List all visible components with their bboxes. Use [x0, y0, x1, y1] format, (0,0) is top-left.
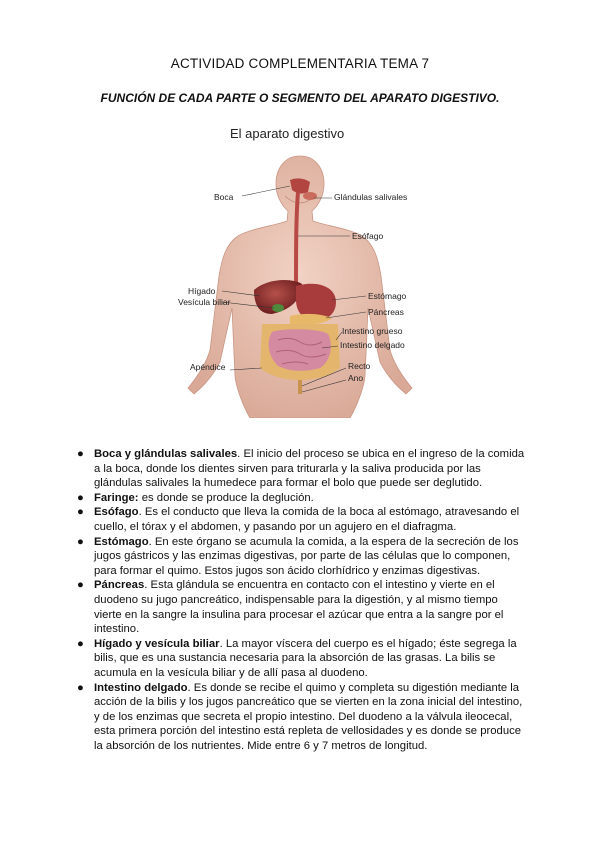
bullet-icon: ●: [77, 579, 84, 592]
item-term: Hígado y vesícula biliar: [94, 637, 220, 650]
list-item: [77, 535, 527, 579]
item-text: Esta glándula se encuentra en contacto con el intestino y vierte en el duodeno su jugo pancreático, indispensable para la digestión, y al mismo tiempo vierte en la sangre la insulina para procesar el azúcar que entra a la sangre por el intestino.: [94, 579, 504, 636]
label-recto: Recto: [348, 361, 371, 371]
organ-function-list: [77, 447, 527, 753]
label-intestino-grueso: Intestino grueso: [342, 326, 403, 336]
item-term-sep: .: [144, 579, 148, 592]
item-term: Intestino delgado: [94, 681, 188, 694]
label-ano: Ano: [348, 373, 364, 383]
small-intestine-organ: [269, 329, 331, 371]
item-text: Es el conducto que lleva la comida de la boca al estómago, atravesando el cuello, el tórax y el abdomen, y pasando por un agujero en el diafragma.: [94, 506, 520, 533]
digestive-system-figure: [150, 118, 450, 418]
item-text: La mayor víscera del cuerpo es el hígado; éste segrega la bilis, que es una sustancia necesaria para la absorción de las grasas. La bilis se acumula en la vesícula biliar y de allí pasa al duodeno.: [94, 637, 517, 679]
item-term-sep: .: [237, 448, 241, 460]
list-item: [77, 681, 527, 754]
esophagus-organ: [296, 192, 298, 288]
figure-title: El aparato digestivo: [230, 126, 345, 141]
label-vesicula: Vesícula biliar: [178, 297, 231, 307]
list-item: [77, 447, 527, 491]
item-text: Es donde se recibe el quimo y completa su digestión mediante la acción de la bilis y los jugos pancreático que se vierten en la zona inicial del intestino, y de los enzimas que secreta el propio intestino. Del duodeno a la válvula ileocecal, esta primera porción del intestino está repleta de vellosidades y es donde se produce la absorción de los nutrientes. Mide entre 6 y 7 metros de longitud.: [94, 681, 523, 752]
bullet-icon: ●: [77, 535, 84, 548]
label-higado: Hígado: [188, 286, 216, 296]
item-text: es donde se produce la deglución.: [138, 491, 314, 504]
label-glandulas: Glándulas salivales: [334, 192, 408, 202]
bullet-icon: ●: [77, 637, 84, 650]
label-estomago: Estómago: [368, 291, 407, 301]
item-term-sep: .: [148, 535, 152, 548]
page-subtitle: FUNCIÓN DE CADA PARTE O SEGMENTO DEL APARATO DIGESTIVO.: [100, 91, 500, 105]
item-term: Faringe:: [94, 491, 139, 504]
bullet-icon: ●: [77, 448, 84, 460]
digestive-system-illustration: [150, 118, 450, 418]
item-term-sep: .: [219, 637, 223, 650]
item-term: Estómago: [94, 535, 149, 548]
item-term-sep: .: [138, 506, 142, 519]
label-pancreas: Páncreas: [368, 307, 404, 317]
item-text: El inicio del proceso se ubica en el ingreso de la comida a la boca, donde los dientes sirven para triturarla y la saliva producida por las glándulas salivales la humedece para formar el bolo que puede ser deglutido.: [94, 448, 525, 490]
page-title: ACTIVIDAD COMPLEMENTARIA TEMA 7: [170, 56, 430, 71]
list-item: [77, 505, 527, 534]
item-term: Boca y glándulas salivales: [94, 448, 238, 460]
item-term: Páncreas: [94, 579, 145, 592]
item-text: En este órgano se acumula la comida, a la espera de la secreción de los jugos gástricos y las enzimas digestivas, por parte de las células que lo componen, para formar el quimo. Estos jugos son ácido clorhídrico y enzimas digestivas.: [94, 535, 519, 577]
label-intestino-delgado: Intestino delgado: [340, 340, 405, 350]
label-esofago: Esófago: [352, 231, 384, 241]
bullet-icon: ●: [77, 681, 84, 694]
label-boca: Boca: [214, 192, 234, 202]
list-item: [77, 578, 527, 636]
item-term-sep: .: [187, 681, 191, 694]
salivary-gland: [303, 192, 317, 200]
label-apendice: Apéndice: [190, 362, 226, 372]
list-item: [77, 637, 527, 681]
list-item: [77, 491, 527, 506]
item-term: Esófago: [94, 506, 139, 519]
bullet-icon: ●: [77, 491, 84, 504]
bullet-icon: ●: [77, 506, 84, 519]
